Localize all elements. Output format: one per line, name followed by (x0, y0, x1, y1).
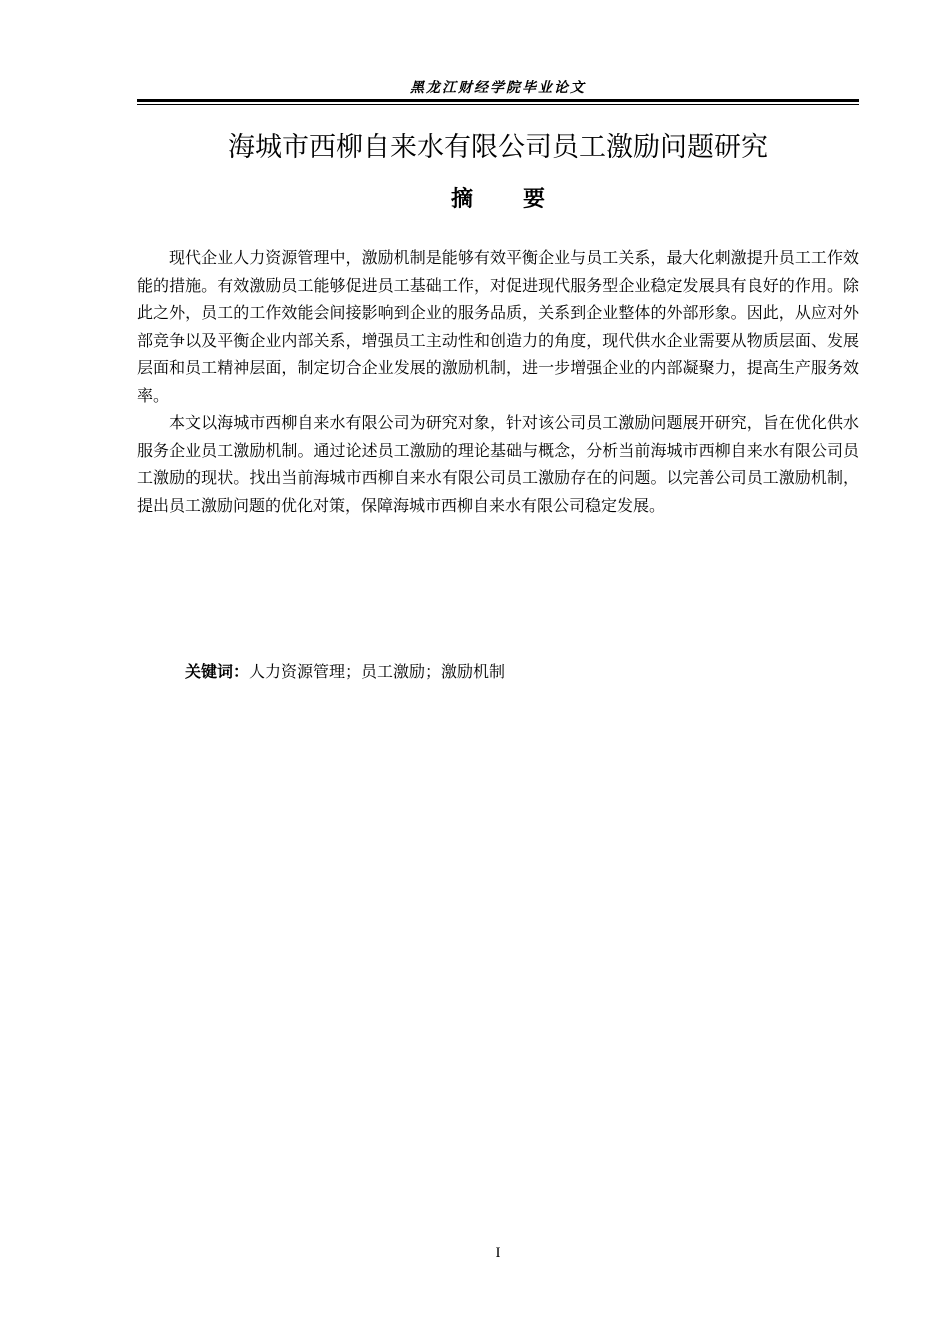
page-number: I (495, 1245, 501, 1261)
running-header: 黑龙江财经学院毕业论文 (410, 80, 586, 96)
header-rule-thin (137, 104, 859, 105)
keywords-value: 人力资源管理；员工激励；激励机制 (249, 662, 506, 681)
abstract-heading: 摘要 (450, 187, 595, 212)
header-rule-thick (137, 99, 859, 102)
abstract-paragraph-2: 本文以海城市西柳自来水有限公司为研究对象，针对该公司员工激励问题展开研究，旨在优化供水服务企业员工激励机制。通过论述员工激励的理论基础与概念，分析当前海城市西柳自来水有限公司员工激励的现状。找出当前海城市西柳自来水有限公司员工激励存在的问题。以完善公司员工激励机制，提出员工激励问题的优化对策，保障海城市西柳自来水有限公司稳定发展。 (137, 413, 859, 515)
abstract-paragraph-1: 现代企业人力资源管理中，激励机制是能够有效平衡企业与员工关系，最大化刺激提升员工工作效能的措施。有效激励员工能够促进员工基础工作，对促进现代服务型企业稳定发展具有良好的作用。除此之外，员工的工作效能会间接影响到企业的服务品质，关系到企业整体的外部形象。因此，从应对外部竞争以及平衡企业内部关系，增强员工主动性和创造力的角度，现代供水企业需要从物质层面、发展层面和员工精神层面，制定切合企业发展的激励机制，进一步增强企业的内部凝聚力，提高生产服务效率。 (137, 248, 859, 405)
paper-title: 海城市西柳自来水有限公司员工激励问题研究 (228, 132, 768, 163)
keywords-line (185, 660, 859, 684)
abstract-body (137, 244, 859, 519)
keywords-label: 关键词： (185, 662, 250, 681)
